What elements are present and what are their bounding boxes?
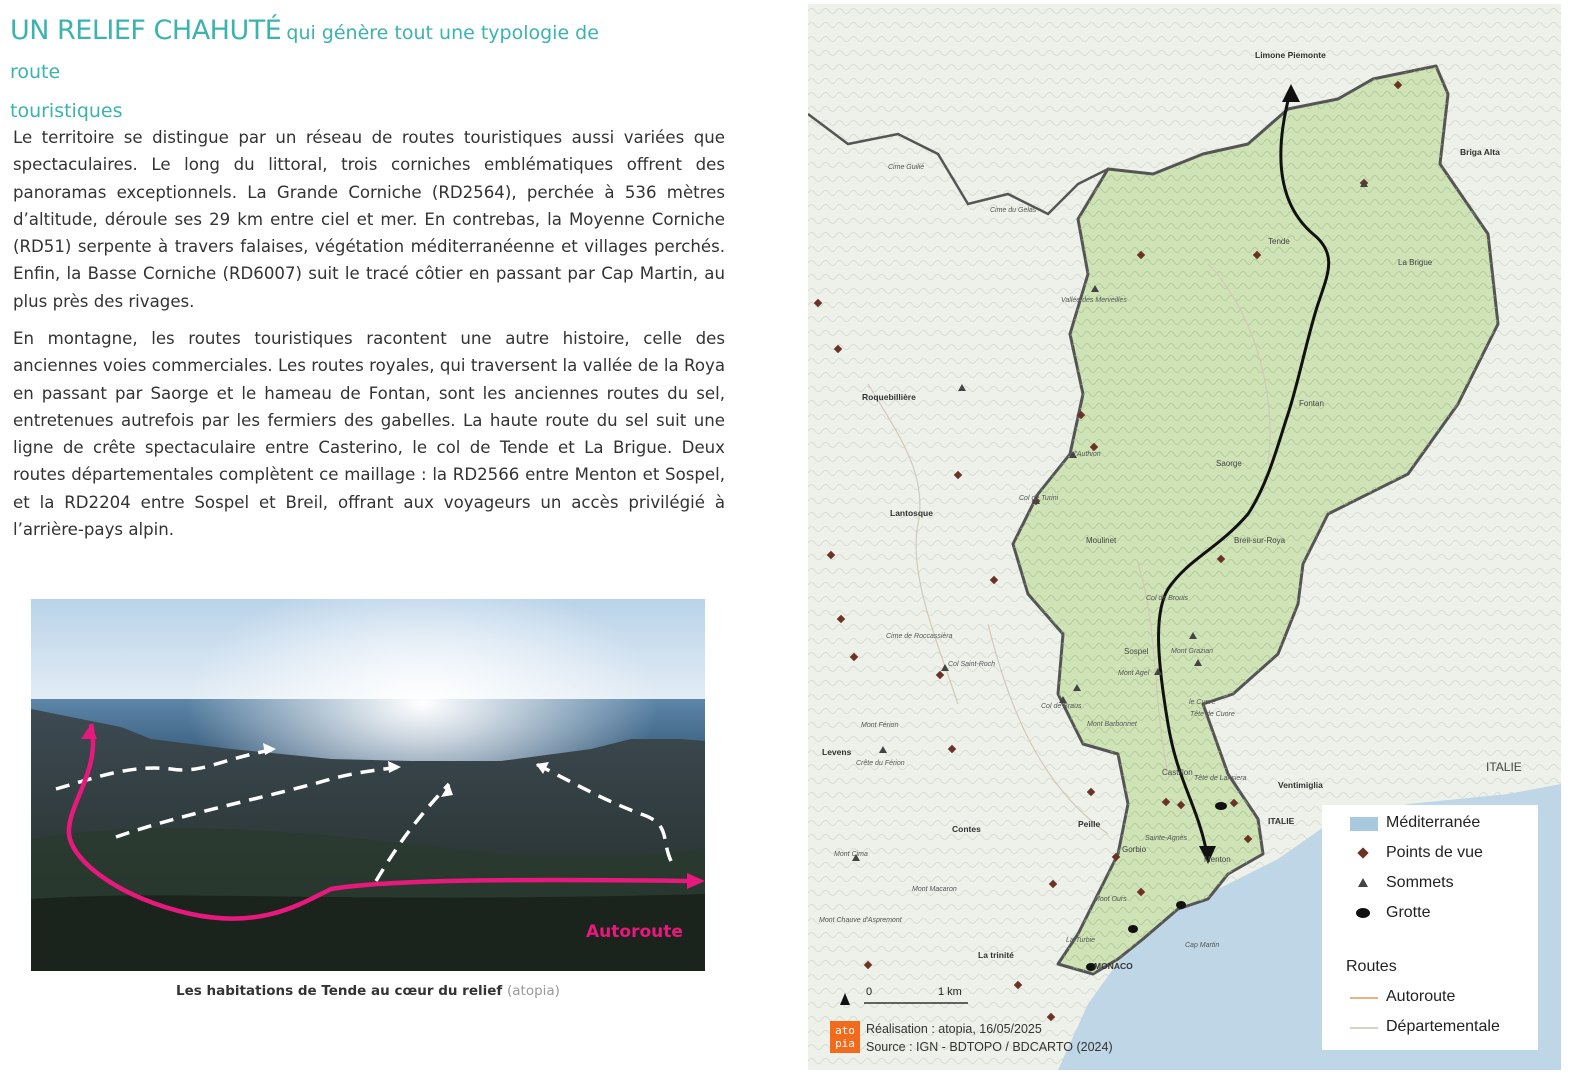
label-capmartin: Cap Martin [1185,942,1220,949]
label-laturbie: La Turbie [1066,937,1096,944]
label-colturini: Col de Turini [1019,495,1059,502]
caption-text: Les habitations de Tende au cœur du relief [176,983,503,999]
caption-credit: (atopia) [506,983,560,999]
heading-subtitle: qui génère tout une typologie de route [10,22,599,83]
label-labrigue: La Brigue [1398,258,1433,267]
label-latrinite: La trinité [978,950,1014,960]
departmental-line-icon [1350,1027,1378,1029]
credit-source: Source : IGN - BDTOPO / BDCARTO (2024) [866,1040,1113,1054]
label-montferion: Mont Férion [861,722,899,729]
label-colbrouis: Col de Brouis [1146,595,1189,602]
label-creteferion: Crête du Férion [856,760,905,767]
label-sospel: Sospel [1124,647,1149,656]
label-castillon: Castillon [1162,768,1193,777]
label-peille: Peille [1078,819,1101,829]
label-aution: l'Authion [1074,451,1101,458]
label-chauve: Mont Chauve d'Aspremont [819,917,902,924]
map-credits [866,1020,1113,1056]
map-legend: Méditerranée Points de vue Sommets Grotte Routes Autoroute Départementale [1322,805,1538,1050]
label-saintagnes: Sainte-Agnès [1145,835,1188,842]
summit-icon [1358,878,1368,887]
label-gorbio: Gorbio [1122,845,1147,854]
label-lantosque: Lantosque [890,508,933,518]
heading-subtitle-line2: touristiques [10,100,123,122]
label-briga: Briga Alta [1460,147,1500,157]
legend-routes-title: Routes [1346,958,1397,975]
label-breil: Breil-sur-Roya [1234,536,1286,545]
label-montgros: Mont Ours [1094,896,1127,903]
label-roccassiera: Cime de Roccassièra [886,633,953,640]
label-cimegaisse: Cime Guilié [888,164,925,171]
viewpoint-icon [1357,847,1368,858]
atopia-logo: ato pia [830,1021,860,1053]
scale-zero: 0 [866,986,873,998]
label-cuore: le Cuore [1189,699,1216,706]
label-montmacaron: Mont Macaron [912,886,957,893]
heading-title: UN RELIEF CHAHUTÉ [10,15,282,46]
label-tetecuore: Tête de Cuore [1190,711,1235,718]
label-fontan: Fontan [1299,399,1324,408]
label-montbarbonnet: Mont Barbonnet [1087,721,1137,728]
label-italie-small: ITALIE [1268,816,1295,826]
label-levens: Levens [822,747,852,757]
label-contes: Contes [952,824,981,834]
label-montagel: Mont Agel [1118,670,1150,677]
label-montcima: Mont Cima [834,851,868,858]
sea-swatch-icon [1350,817,1378,831]
label-monaco: MONACO [1094,961,1133,971]
page-heading [10,12,650,131]
cave-icon [1356,908,1370,918]
label-saorge: Saorge [1216,459,1242,468]
label-colstroch: Col Saint-Roch [948,661,996,668]
label-roquebilliere: Roquebillière [862,392,916,402]
credit-realisation: Réalisation : atopia, 16/05/2025 [866,1022,1042,1036]
aerial-photo [31,599,705,971]
label-tetelansiera: Tête de Lansiera [1194,775,1247,782]
label-limone: Limone Piemonte [1255,50,1326,60]
label-colbraus: Col de Braus [1041,703,1082,710]
label-ventimiglia: Ventimiglia [1278,780,1323,790]
autoroute-label: Autoroute [586,922,683,942]
autoroute-line-icon [1350,997,1378,999]
label-italie: ITALIE [1486,760,1522,774]
paragraph-littoral: Le territoire se distingue par un réseau de routes touristiques aussi variées que spectaculaires. Le long du littoral, trois corniches emblématiques offrent des panoramas exceptionnels. La Grande Corniche (RD2564), perchée à 536 mètres d’altitude, déroule ses 29 km entre ciel et mer. En contrebas, la Moyenne Corniche (RD51) serpente à travers falaises, végétation méditerranéenne et villages perchés. Enfin, la Basse Corniche (RD6007) suit le tracé côtier en passant par Cap Martin, au plus près des rivages. [13,128,725,311]
label-colgelas: Cime du Gelas [990,207,1037,214]
label-montgrazian: Mont Grazian [1171,648,1214,655]
paragraph-montagne: En montagne, les routes touristiques racontent une autre histoire, celle des anciennes voies commerciales. Les routes royales, qui traversent la vallée de la Roya en passant par Saorge et le hameau de Fontan, sont les anciennes routes du sel, entretenues autrefois par les fermiers des gabelles. La haute route du sel suit une ligne de crête spectaculaire entre Casterino, le col de Tende et La Brigue. Deux routes départementales complètent ce maillage : la RD2566 entre Menton et Sospel, et la RD2204 entre Sospel et Breil, offrant aux voyageurs un accès privilégié à l’arrière-pays alpin. [13,329,725,540]
label-merveilles: Vallée des Merveilles [1061,297,1127,304]
label-moulinet: Moulinet [1086,536,1117,545]
label-menton: Menton [1204,855,1231,864]
label-tende: Tende [1268,237,1290,246]
photo-caption [31,983,705,999]
scale-one: 1 km [938,986,962,998]
